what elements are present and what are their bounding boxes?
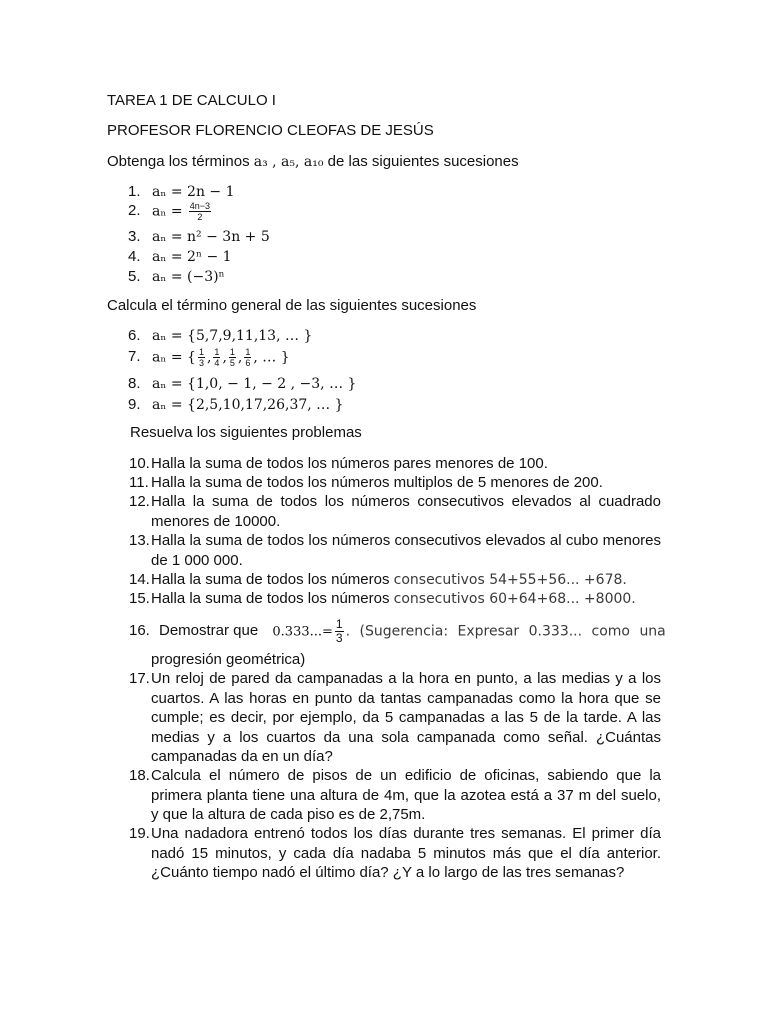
problem-text: Demostrar que bbox=[159, 622, 259, 640]
formula: aₙ = (−3)ⁿ bbox=[152, 269, 225, 285]
item-number: 16. bbox=[129, 622, 150, 640]
fraction-denominator: 3 bbox=[198, 358, 204, 368]
formula: aₙ = 2n − 1 bbox=[152, 184, 235, 200]
section1-intro bbox=[107, 153, 519, 171]
list-item bbox=[128, 374, 356, 394]
item-number: 12. bbox=[129, 493, 150, 510]
formula-tail: , … } bbox=[253, 349, 290, 366]
problem-text: Halla la suma de todos los números pares menores de 100. bbox=[151, 455, 548, 472]
problem-item bbox=[129, 570, 661, 591]
list-item bbox=[128, 201, 213, 222]
fraction-denominator: 4 bbox=[214, 358, 220, 368]
fraction bbox=[229, 347, 236, 368]
formula-lhs: aₙ = bbox=[152, 203, 183, 220]
problem-text: Halla la suma de todos los números consecutivos elevados al cubo menores de 1 000 000. bbox=[151, 532, 661, 569]
list-item bbox=[128, 267, 225, 287]
item-number: 10. bbox=[129, 455, 150, 472]
fraction-denominator: 2 bbox=[197, 212, 203, 222]
problem-text-continued: progresión geométrica) bbox=[151, 651, 306, 668]
item-number: 3. bbox=[128, 228, 141, 245]
problem-text: Una nadadora entrenó todos los días durante tres semanas. El primer día nadó 15 minutos, y cada día nadaba 5 minutos más que el día anterior. ¿Cuánto tiempo nadó el último día? ¿Y a lo largo de las tres semanas? bbox=[151, 825, 661, 881]
fraction bbox=[244, 347, 251, 368]
fraction bbox=[189, 201, 211, 222]
formula-lhs: aₙ = { bbox=[152, 349, 196, 366]
problem-text: Halla la suma de todos los números multiplos de 5 menores de 200. bbox=[151, 474, 603, 491]
problem-item bbox=[129, 589, 661, 610]
fraction-numerator: 1 bbox=[245, 347, 251, 357]
item-number: 4. bbox=[128, 248, 141, 265]
fraction-numerator: 4n−3 bbox=[189, 201, 211, 211]
problem-series: consecutivos 60+64+68... +8000. bbox=[393, 591, 636, 607]
item-number: 18. bbox=[129, 767, 150, 784]
problem-item bbox=[129, 766, 661, 825]
problem-item bbox=[129, 473, 661, 493]
item-number: 13. bbox=[129, 532, 150, 549]
fraction bbox=[198, 347, 205, 368]
professor-name: PROFESOR FLORENCIO CLEOFAS DE JESÚS bbox=[107, 122, 434, 139]
item-number: 1. bbox=[128, 183, 141, 200]
problem-item bbox=[129, 669, 661, 767]
item-number: 5. bbox=[128, 268, 141, 285]
item-number: 14. bbox=[129, 571, 150, 588]
item-number: 2. bbox=[128, 202, 141, 220]
item-number: 6. bbox=[128, 327, 141, 344]
problem-text: Halla la suma de todos los números bbox=[151, 590, 390, 607]
fraction-numerator: 1 bbox=[198, 347, 204, 357]
fraction-numerator: 1 bbox=[229, 347, 235, 357]
list-item: 7. aₙ = { $\frac{1}{3}$ , $\frac{1}{4}$ , $\frac{1}{5}$ , $\frac{1}{6}$ , … } bbox=[128, 347, 290, 368]
fraction-denominator: 3 bbox=[335, 631, 343, 645]
formula: aₙ = {5,7,9,11,13, … } bbox=[152, 328, 313, 344]
formula: aₙ = {2,5,10,17,26,37, … } bbox=[152, 397, 344, 413]
section1-terms: a₃ , a₅, a₁₀ bbox=[253, 154, 324, 170]
section1-intro-post: de las siguientes sucesiones bbox=[327, 153, 519, 170]
fraction-numerator: 1 bbox=[214, 347, 220, 357]
list-item bbox=[128, 227, 270, 247]
item-number: 7. bbox=[128, 348, 141, 366]
problem-text: Un reloj de pared da campanadas a la hora en punto, a las medias y a los cuartos. A las horas en punto da tantas campanadas como la hora que se cumple; es decir, por ejemplo, da 5 campanadas a las 5 de la tarde. A las medias y a los cuartos da una sola campanada como señal. ¿Cuántas campanadas da en un día? bbox=[151, 670, 661, 765]
problem-item bbox=[129, 531, 661, 570]
problem-series: consecutivos 54+55+56... +678. bbox=[393, 572, 627, 588]
formula-lhs: 0.333...= bbox=[272, 624, 333, 640]
problem-text: Halla la suma de todos los números consecutivos elevados al cuadrado menores de 10000. bbox=[151, 493, 661, 530]
list-item bbox=[128, 247, 232, 267]
section2-intro: Calcula el término general de las siguientes sucesiones bbox=[107, 297, 477, 314]
section1-intro-pre: Obtenga los términos bbox=[107, 153, 250, 170]
fraction-denominator: 6 bbox=[245, 358, 251, 368]
formula: aₙ = n² − 3n + 5 bbox=[152, 229, 270, 245]
fraction bbox=[213, 347, 220, 368]
problem-text: Halla la suma de todos los números bbox=[151, 571, 390, 588]
item-number: 19. bbox=[129, 825, 150, 842]
problem-item bbox=[129, 492, 661, 531]
item-number: 17. bbox=[129, 670, 150, 687]
problem-hint: . (Sugerencia: Expresar 0.333... como una bbox=[345, 623, 666, 640]
list-item bbox=[128, 326, 312, 346]
formula: aₙ = {1,0, − 1, − 2 , −3, … } bbox=[152, 376, 357, 392]
fraction-denominator: 5 bbox=[229, 358, 235, 368]
list-item bbox=[128, 395, 344, 415]
problem-text: Calcula el número de pisos de un edificio de oficinas, sabiendo que la primera planta tiene una altura de 4m, que la azotea está a 37 m del suelo, y que la altura de cada piso es de 2,75m. bbox=[151, 767, 661, 823]
fraction-numerator: 1 bbox=[335, 617, 343, 631]
formula: aₙ = 2ⁿ − 1 bbox=[152, 249, 232, 265]
fraction bbox=[335, 618, 344, 645]
item-number: 15. bbox=[129, 590, 150, 607]
problem-item bbox=[129, 617, 666, 645]
problem-item bbox=[129, 454, 661, 474]
problem-item bbox=[129, 824, 661, 883]
list-item bbox=[128, 182, 235, 202]
document-title: TAREA 1 DE CALCULO I bbox=[107, 92, 276, 109]
item-number: 9. bbox=[128, 396, 141, 413]
item-number: 11. bbox=[129, 474, 149, 491]
item-number: 8. bbox=[128, 375, 141, 392]
section3-intro: Resuelva los siguientes problemas bbox=[130, 424, 362, 441]
